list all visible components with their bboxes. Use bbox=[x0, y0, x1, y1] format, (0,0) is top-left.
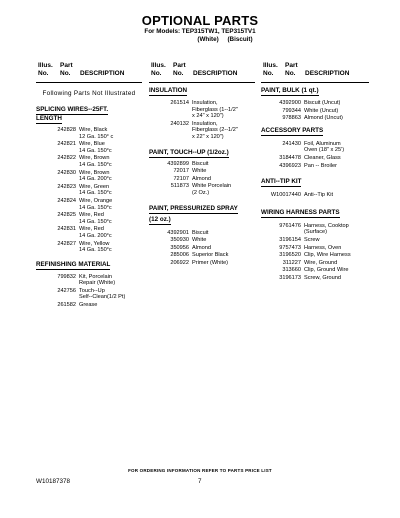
part-description: Wire, Ground bbox=[304, 259, 338, 266]
header-part: Part bbox=[60, 62, 73, 69]
part-description: Clip, Ground Wire bbox=[304, 267, 349, 274]
part-description: White (Uncut) bbox=[304, 107, 339, 114]
part-row bbox=[36, 212, 142, 225]
part-number: 311227 bbox=[282, 259, 301, 266]
part-row bbox=[36, 155, 142, 168]
part-description: Primer (White) bbox=[192, 259, 229, 266]
part-row bbox=[149, 260, 255, 267]
parts-column-2 bbox=[149, 62, 255, 267]
part-description: Almond bbox=[192, 244, 211, 251]
part-description: Pan -- Broiler bbox=[304, 162, 337, 169]
part-description: Biscuit bbox=[192, 160, 209, 167]
part-row bbox=[261, 237, 369, 244]
part-description: Wire, Red 14 Ga. 150°c bbox=[79, 212, 112, 225]
part-number: 285006 bbox=[170, 252, 189, 259]
part-number: 242824 bbox=[57, 197, 76, 204]
models-line-1: For Models: TEP315TW1, TEP315TV1 bbox=[144, 28, 256, 35]
part-description: Kit, Porcelain Repair (White) bbox=[79, 273, 116, 287]
section-splicing-wires bbox=[36, 106, 142, 124]
part-row bbox=[149, 168, 255, 175]
parts-list bbox=[261, 141, 369, 169]
part-number: 242831 bbox=[57, 226, 76, 233]
column-header bbox=[261, 62, 369, 81]
part-row bbox=[261, 155, 369, 162]
part-description: Wire, Yellow 14 Ga. 150°c bbox=[79, 240, 112, 254]
part-description: Almond (Uncut) bbox=[304, 115, 343, 122]
part-row bbox=[261, 115, 369, 122]
parts-list bbox=[261, 100, 369, 122]
column-header bbox=[149, 62, 255, 81]
part-row bbox=[149, 237, 255, 244]
header-illus: Illus. bbox=[38, 62, 53, 69]
models-line-2: (White) (Biscuit) bbox=[197, 36, 253, 43]
part-row bbox=[36, 198, 142, 211]
part-description: Wire, Green 14 Ga. 150°c bbox=[79, 183, 112, 197]
part-number: 799344 bbox=[282, 107, 301, 114]
part-number: 241430 bbox=[282, 140, 301, 147]
section-title: SPLICING WIRES--25FT. bbox=[36, 106, 109, 113]
part-number: 9761476 bbox=[279, 222, 301, 229]
parts-list bbox=[149, 161, 255, 197]
part-number: 4392900 bbox=[279, 100, 301, 106]
part-number: 3196520 bbox=[279, 252, 301, 259]
page-title: OPTIONAL PARTS bbox=[141, 13, 259, 28]
part-description: Biscuit bbox=[192, 229, 209, 236]
part-row bbox=[149, 245, 255, 252]
part-number: 4392901 bbox=[167, 229, 189, 236]
part-row bbox=[36, 141, 142, 154]
section-title: LENGTH bbox=[36, 115, 62, 122]
section-title: PAINT, BULK (1 qt.) bbox=[261, 87, 319, 94]
document-number: W10187378 bbox=[36, 478, 70, 485]
part-row bbox=[36, 184, 142, 197]
header-part: Part bbox=[285, 62, 298, 69]
part-description: Grease bbox=[79, 302, 98, 309]
part-description: Superior Black bbox=[192, 252, 229, 259]
section-paint-bulk bbox=[261, 87, 369, 96]
part-row bbox=[36, 302, 142, 309]
header-no: No. bbox=[263, 70, 274, 77]
section-accessory-parts bbox=[261, 127, 369, 136]
part-row bbox=[36, 288, 142, 301]
not-illustrated-note: Following Parts Not Illustrated bbox=[42, 90, 136, 97]
parts-column-3 bbox=[261, 62, 369, 282]
part-description: Biscuit (Uncut) bbox=[304, 100, 341, 106]
part-row bbox=[149, 161, 255, 168]
part-description: White bbox=[192, 237, 207, 244]
part-description: Screw, Ground bbox=[304, 274, 341, 281]
section-touch-up-paint bbox=[149, 149, 255, 158]
part-number: 9757473 bbox=[279, 244, 301, 251]
header-description: DESCRIPTION bbox=[305, 70, 350, 77]
part-number: 240132 bbox=[170, 120, 189, 127]
part-description: White bbox=[192, 168, 207, 175]
section-title: INSULATION bbox=[149, 87, 188, 94]
part-description: Wire, Red 14 Ga. 200°c bbox=[79, 226, 112, 239]
header-rule bbox=[36, 82, 142, 83]
part-row bbox=[261, 260, 369, 267]
part-number: 350930 bbox=[170, 237, 189, 244]
parts-list bbox=[149, 100, 255, 141]
part-description: Screw bbox=[304, 236, 320, 243]
part-description: Cleaner, Glass bbox=[304, 154, 341, 161]
part-row bbox=[36, 170, 142, 183]
part-number: 242828 bbox=[57, 127, 76, 133]
part-number: 242827 bbox=[57, 240, 76, 247]
part-number: 242756 bbox=[57, 287, 76, 294]
header-description: DESCRIPTION bbox=[193, 70, 238, 77]
part-row bbox=[149, 230, 255, 237]
part-description: Almond bbox=[192, 175, 211, 182]
part-number: 4392899 bbox=[167, 160, 189, 167]
part-description: Wire, Black 12 Ga. 150° c bbox=[79, 127, 114, 140]
page-number: 7 bbox=[198, 478, 202, 485]
part-row bbox=[36, 127, 142, 140]
section-refinishing-material bbox=[36, 261, 142, 270]
header-no: No. bbox=[285, 70, 296, 77]
part-number: 3196173 bbox=[279, 274, 301, 281]
header-no: No. bbox=[60, 70, 71, 77]
part-number: 799832 bbox=[57, 273, 76, 280]
section-title: PAINT, TOUCH--UP (1/2oz.) bbox=[149, 148, 229, 156]
section-title: WIRING HARNESS PARTS bbox=[261, 208, 340, 216]
section-anti-tip-kit bbox=[261, 178, 369, 187]
header-rule bbox=[261, 82, 369, 83]
parts-list bbox=[261, 192, 369, 199]
part-description: Clip, Wire Harness bbox=[304, 252, 351, 259]
part-number: 350956 bbox=[170, 244, 189, 251]
parts-list bbox=[149, 230, 255, 267]
part-row bbox=[261, 141, 369, 154]
parts-list bbox=[36, 127, 142, 254]
part-row bbox=[36, 226, 142, 239]
section-pressurized-spray bbox=[149, 205, 255, 225]
part-row bbox=[261, 245, 369, 252]
part-row bbox=[149, 121, 255, 141]
part-description: Anti--Tip Kit bbox=[304, 192, 334, 199]
parts-list bbox=[261, 223, 369, 282]
parts-column-1 bbox=[36, 62, 142, 309]
part-number: 242822 bbox=[57, 155, 76, 162]
section-wiring-harness-parts bbox=[261, 209, 369, 218]
part-row bbox=[261, 192, 369, 199]
part-number: 313660 bbox=[282, 267, 301, 274]
part-description: Insulation, Fiberglass (2--1/2" x 22" x 120") bbox=[192, 120, 238, 140]
part-description: Insulation, Fiberglass (1--1/2" x 24" x 120") bbox=[192, 100, 238, 120]
part-row bbox=[261, 100, 369, 107]
header-no: No. bbox=[38, 70, 49, 77]
header-part: Part bbox=[173, 62, 186, 69]
part-number: 3196154 bbox=[279, 236, 301, 243]
part-row bbox=[149, 176, 255, 183]
part-number: 511873 bbox=[170, 183, 189, 190]
part-number: 242830 bbox=[57, 169, 76, 176]
part-number: 72017 bbox=[173, 168, 189, 175]
header-no: No. bbox=[151, 70, 162, 77]
parts-list bbox=[36, 274, 142, 309]
part-description: White Porcelain (2 Oz.) bbox=[192, 183, 232, 196]
header-illus: Illus. bbox=[151, 62, 166, 69]
model-numbers bbox=[0, 28, 400, 44]
part-description: Wire, Blue 14 Ga. 150°c bbox=[79, 141, 112, 154]
part-number: W10017440 bbox=[270, 192, 301, 199]
part-description: Harness, Oven bbox=[304, 244, 342, 251]
part-row bbox=[261, 223, 369, 236]
column-header bbox=[36, 62, 142, 81]
part-row bbox=[36, 241, 142, 254]
part-row bbox=[261, 163, 369, 170]
part-number: 978863 bbox=[282, 115, 301, 122]
part-description: Wire, Brown 14 Ga. 200°c bbox=[79, 169, 112, 183]
section-title: PAINT, PRESSURIZED SPRAY bbox=[149, 204, 238, 212]
section-insulation bbox=[149, 87, 255, 96]
part-number: 206922 bbox=[170, 259, 189, 266]
part-description: Harness, Cooktop (Surface) bbox=[304, 222, 349, 236]
header-no: No. bbox=[173, 70, 184, 77]
part-description: Touch--Up Self--Clean(1/2 Pt) bbox=[79, 287, 126, 301]
part-description: Wire, Brown 14 Ga. 150°c bbox=[79, 155, 112, 168]
part-number: 3184478 bbox=[279, 154, 301, 161]
ordering-note: FOR ORDERING INFORMATION REFER TO PARTS PRICE LIST bbox=[128, 468, 272, 473]
part-number: 242823 bbox=[57, 183, 76, 190]
part-row bbox=[261, 267, 369, 274]
part-row bbox=[149, 100, 255, 120]
part-number: 4396923 bbox=[279, 162, 301, 169]
part-number: 242821 bbox=[57, 141, 76, 148]
part-row bbox=[36, 274, 142, 287]
part-number: 72107 bbox=[173, 175, 189, 182]
part-number: 242825 bbox=[57, 212, 76, 219]
part-row bbox=[149, 183, 255, 196]
part-row bbox=[149, 252, 255, 259]
part-row bbox=[261, 252, 369, 259]
header-rule bbox=[149, 82, 255, 83]
part-row bbox=[261, 275, 369, 282]
section-title: ANTI--TIP KIT bbox=[261, 178, 302, 186]
part-description: Wire, Orange 14 Ga. 150°c bbox=[79, 197, 113, 211]
part-row bbox=[261, 108, 369, 115]
part-description: Foil, Aluminum Oven (18" x 25') bbox=[304, 140, 345, 154]
header-illus: Illus. bbox=[263, 62, 278, 69]
part-number: 261582 bbox=[57, 302, 76, 309]
header-description: DESCRIPTION bbox=[80, 70, 125, 77]
section-title: ACCESSORY PARTS bbox=[261, 126, 324, 134]
section-title: (12 oz.) bbox=[149, 215, 171, 223]
section-title: REFINISHING MATERIAL bbox=[36, 260, 111, 268]
part-number: 261514 bbox=[170, 100, 189, 106]
